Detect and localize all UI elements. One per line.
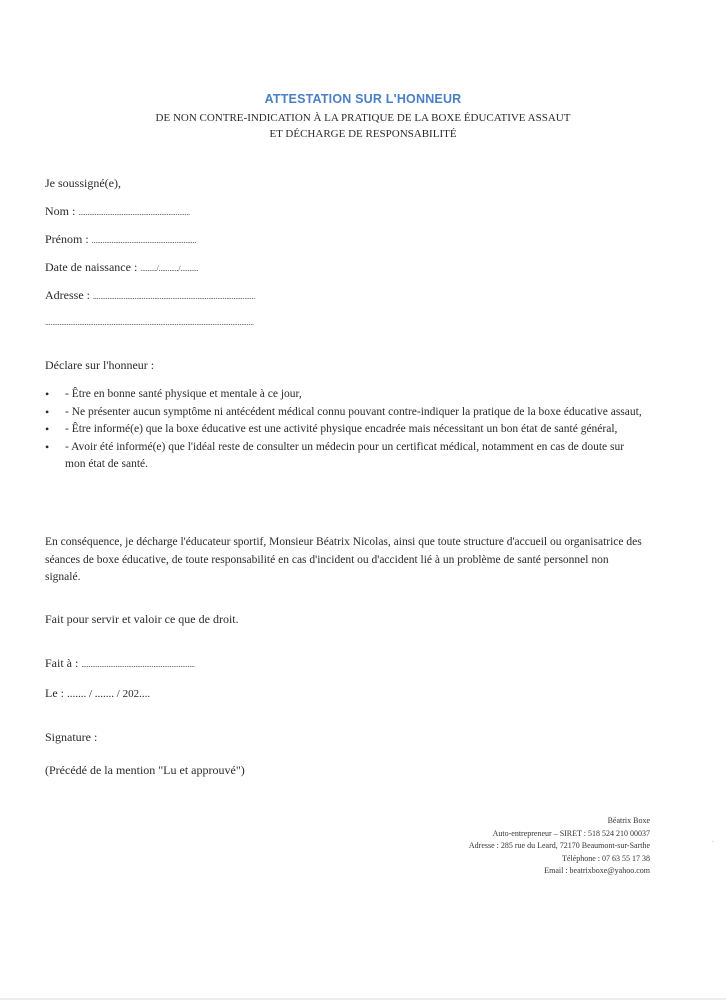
bullet-icon: •	[45, 387, 50, 401]
document-subtitle-line1: DE NON CONTRE-INDICATION À LA PRATIQUE DE LA BOXE ÉDUCATIVE ASSAUT	[155, 112, 571, 124]
prenom-field[interactable]: ..........................................................	[91, 236, 197, 245]
document-title: ATTESTATION SUR L'HONNEUR	[264, 92, 462, 106]
list-item-text: - Être en bonne santé physique et mentale à ce jour,	[65, 388, 302, 400]
list-item-text: - Avoir été informé(e) que l'idéal reste de consulter un médecin pour un certificat médical, notamment en cas de doute sur mon état de santé.	[65, 440, 625, 470]
footer-phone: Téléphone : 07 63 55 17 38	[562, 853, 650, 863]
nom-field[interactable]: ..............................................................	[78, 208, 190, 217]
fait-a-field[interactable]: ...............................................................	[81, 660, 195, 669]
declaration-list	[45, 386, 645, 474]
scan-mark: ·	[711, 838, 714, 846]
le-date-field[interactable]: ....... / ....... / 202....	[67, 688, 151, 700]
list-item	[45, 404, 645, 422]
bullet-icon: •	[45, 439, 50, 454]
prenom-label: Prénom :	[45, 232, 89, 246]
footer-siret: Auto-entrepreneur – SIRET : 518 524 210 00037	[492, 828, 650, 838]
fait-a-label: Fait à :	[45, 656, 79, 670]
naissance-field[interactable]: ........./.........../..........	[140, 264, 199, 273]
le-row	[45, 686, 150, 701]
signature-label: Signature :	[45, 730, 98, 744]
intro-text: Je soussigné(e),	[45, 176, 121, 190]
mention-text: (Précédé de la mention "Lu et approuvé")	[45, 763, 245, 777]
footer-email: Email : beatrixboxe@yahoo.com	[544, 866, 650, 875]
bullet-icon: •	[45, 422, 50, 436]
list-item-text: - Ne présenter aucun symptôme ni antécédent médical connu pouvant contre-indiquer la pratique de la boxe éducative assaut,	[65, 405, 642, 418]
adresse-field[interactable]: ..........................................................................................	[93, 292, 256, 301]
adresse-label: Adresse :	[45, 288, 90, 302]
list-item-text: - Être informé(e) que la boxe éducative est une activité physique encadrée mais nécessitant un bon état de santé général,	[65, 423, 618, 435]
naissance-row	[45, 260, 198, 275]
nom-row	[45, 204, 190, 219]
list-item	[45, 421, 645, 439]
fait-a-row	[45, 656, 195, 671]
consequence-paragraph: En conséquence, je décharge l'éducateur sportif, Monsieur Béatrix Nicolas, ainsi que toute structure d'accueil ou organisatrice des séances de boxe éducative, de toute responsabilité en cas d'incident ou d'accident lié à un problème de santé personnel non signalé.	[45, 536, 642, 583]
footer-address: Adresse : 285 rue du Leard, 72170 Beaumont-sur-Sarthe	[468, 841, 650, 850]
bullet-icon: •	[45, 404, 50, 419]
fait-pour-text: Fait pour servir et valoir ce que de droit.	[45, 612, 239, 626]
declaration-heading: Déclare sur l'honneur :	[45, 358, 155, 372]
naissance-label: Date de naissance :	[45, 260, 138, 274]
prenom-row	[45, 232, 196, 247]
le-label: Le :	[45, 686, 64, 700]
footer-name: Béatrix Boxe	[607, 816, 650, 825]
footer-contact	[350, 815, 650, 878]
nom-label: Nom :	[45, 204, 76, 218]
adresse-field-line2[interactable]: ....................................................................................................................	[45, 318, 254, 327]
document-subtitle-line2: ET DÉCHARGE DE RESPONSABILITÉ	[269, 128, 457, 140]
list-item	[45, 439, 645, 474]
list-item	[45, 386, 645, 404]
adresse-row	[45, 288, 255, 303]
